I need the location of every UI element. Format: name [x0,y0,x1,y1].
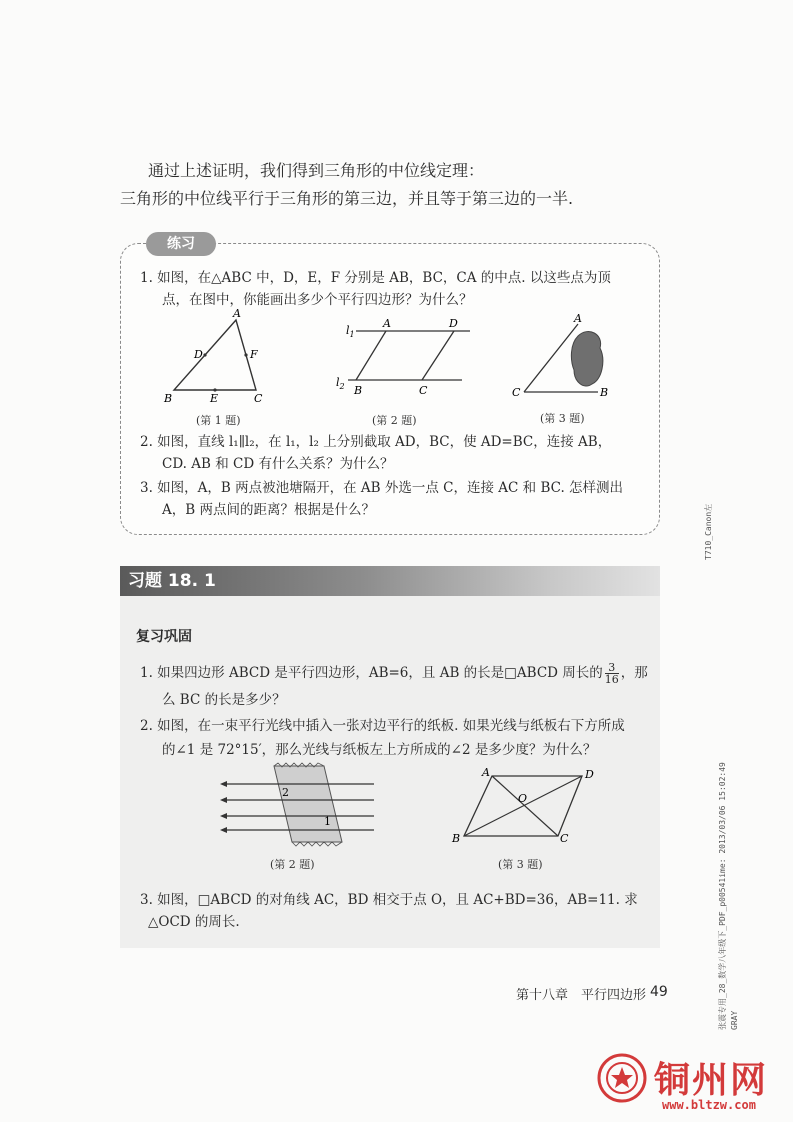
caption-practice-1: (第 1 题) [196,414,241,427]
diagonal-ac [492,776,558,836]
side-text-top: T710_Canon左 [704,503,713,560]
label-l1: $l_1$ [346,324,355,339]
label-l2: $l_2$ [336,376,345,391]
label-c2: C [419,384,428,397]
practice-q3-line1: 3. 如图，A，B 两点被池塘隔开，在 AB 外选一点 C，连接 AC 和 BC. 怎样测出 [140,480,624,496]
label-c4: C [560,832,569,845]
page-number: 49 [650,984,668,1000]
segment-dc [422,331,454,380]
figure-triangle-midpoints [160,306,280,406]
caption-practice-3: (第 3 题) [540,412,585,425]
angle-1-label: 1 [324,815,331,828]
chapter-footer: 第十八章 平行四边形 [516,988,647,1003]
section-review: 复习巩固 [136,629,192,645]
label-c3: C [512,386,521,399]
segment-ac [524,324,578,392]
pond-shape [571,332,602,387]
angle-2-label: 2 [282,786,289,799]
caption-exercise-3: (第 3 题) [498,858,543,871]
practice-tag: 练习 [146,232,216,256]
figure-parallelogram-diagonals [446,764,606,846]
diagonal-bd [464,776,582,836]
label-d4: D [585,768,594,781]
watermark-url: www.bltzw.com [662,1098,756,1112]
label-b: B [164,392,173,405]
label-a: A [233,307,241,320]
label-a3: A [574,312,582,325]
point-f [244,353,247,356]
watermark-seal-icon [596,1052,648,1104]
exercise-q1-line1: 1. 如果四边形 ABCD 是平行四边形，AB=6，且 AB 的长是□ABCD 周长的 $\frac{3}{16}$ ，那 [140,661,648,686]
label-b2: B [354,384,363,397]
figure-light-beams [218,762,378,848]
label-f: F [250,348,258,361]
ray-arrows [220,781,227,833]
exercise-q1-line2: 么 BC 的长是多少？ [162,692,286,708]
figure-parallel-lines [336,316,476,404]
watermark-text: 铜州网 [654,1060,769,1101]
card-torn-bottom [292,842,342,846]
triangle-abc [174,320,256,390]
exercise-q2-line2: 的∠1 是 72°15′，那么光线与纸板左上方所成的∠2 是多少度？为什么？ [162,742,597,758]
practice-q3-line2: A，B 两点间的距离？根据是什么？ [162,502,375,518]
label-d2: D [449,317,458,330]
segment-ab [356,331,386,380]
caption-exercise-2: (第 2 题) [270,858,315,871]
label-b4: B [452,832,461,845]
figure-pond-triangle [508,312,618,404]
exercise-q3-line2: △OCD 的周长. [148,914,240,930]
label-b3: B [600,386,609,399]
practice-q2-line2: CD. AB 和 CD 有什么关系？为什么？ [162,456,394,472]
label-a4: A [482,766,490,779]
side-text-bottom: GRAY [730,1010,739,1030]
exercise-q2-line1: 2. 如图，在一束平行光线中插入一张对边平行的纸板. 如果光线与纸板右下方所成 [140,718,625,734]
label-a2: A [383,317,391,330]
label-o: O [518,792,528,805]
side-text-middle: 张震专用_28_数学八年级下_PDF_p00541ime: 2013/03/06 15:02:49 [718,762,727,1030]
practice-q1-line2: 点，在图中，你能画出多少个平行四边形？为什么？ [162,292,473,308]
practice-q1-line1: 1. 如图，在△ABC 中，D，E，F 分别是 AB，BC，CA 的中点. 以这些点为顶 [140,270,611,286]
caption-practice-2: (第 2 题) [372,414,417,427]
intro-line-1: 通过上述证明，我们得到三角形的中位线定理： [148,161,485,180]
exercise-q3-line1: 3. 如图，□ABCD 的对角线 AC，BD 相交于点 O，且 AC+BD=36，AB=11. 求 [140,892,638,908]
label-e: E [210,392,219,405]
label-c: C [254,392,263,405]
exercise-title: 习题 18. 1 [128,571,216,591]
point-d [203,353,206,356]
label-d: D [194,348,203,361]
practice-q2-line1: 2. 如图，直线 l₁∥l₂，在 l₁，l₂ 上分别截取 AD，BC，使 AD=BC，连接 AB， [140,434,612,450]
fraction-3-16: $\frac{3}{16}$ [604,661,619,686]
theorem-line: 三角形的中位线平行于三角形的第三边，并且等于第三边的一半. [120,189,574,208]
